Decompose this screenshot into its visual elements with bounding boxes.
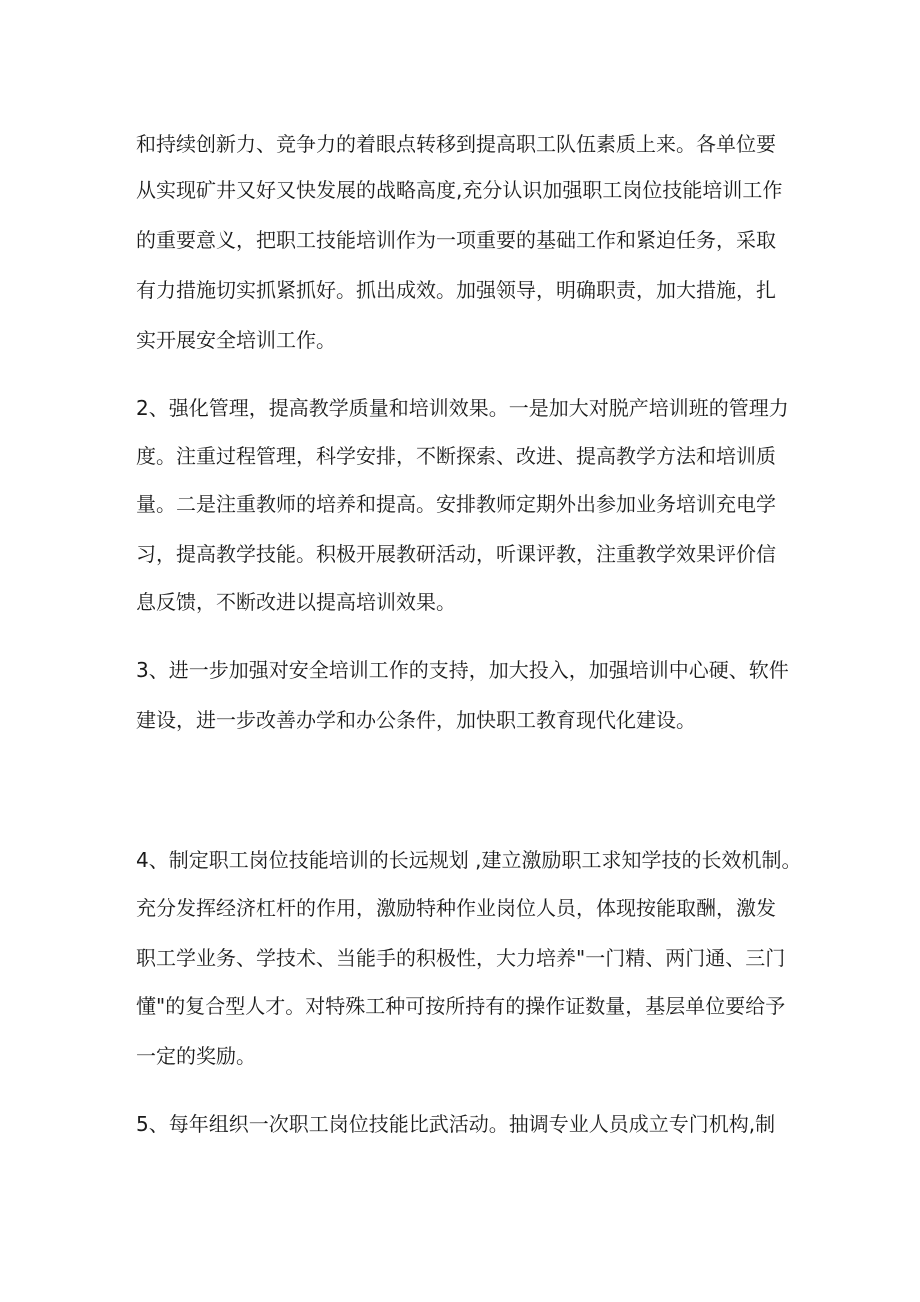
paragraph-2-line-1: 2、强化管理，提高教学质量和培训效果。一是加大对脱产培训班的管理力 [136,396,789,420]
paragraph-4-line-3: 职工学业务、学技术、当能手的积极性，大力培养"一门精、两门通、三门 [136,946,786,970]
paragraph-1-line-4: 有力措施切实抓紧抓好。抓出成效。加强领导，明确职责，加大措施，扎 [136,278,776,302]
paragraph-1-line-3: 的重要意义，把职工技能培训作为一项重要的基础工作和紧迫任务，采取 [136,228,776,252]
paragraph-1-line-1: 和持续创新力、竞争力的着眼点转移到提高职工队伍素质上来。各单位要 [136,132,776,156]
paragraph-3-line-2: 建设，进一步改善办学和办公条件，加快职工教育现代化建设。 [136,708,696,732]
paragraph-2-line-2: 度。注重过程管理，科学安排，不断探索、改进、提高教学方法和培训质 [136,444,776,468]
paragraph-5-line-1: 5、每年组织一次职工岗位技能比武活动。抽调专业人员成立专门机构,制 [136,1112,776,1136]
paragraph-4-line-4: 懂"的复合型人才。对特殊工种可按所持有的操作证数量，基层单位要给予 [136,994,786,1018]
paragraph-1-line-5: 实开展安全培训工作。 [136,328,336,352]
paragraph-2-line-5: 息反馈，不断改进以提高培训效果。 [136,590,456,614]
paragraph-2-line-3: 量。二是注重教师的培养和提高。安排教师定期外出参加业务培训充电学 [136,492,776,516]
paragraph-4-line-5: 一定的奖励。 [136,1044,256,1068]
paragraph-4-line-1: 4、制定职工岗位技能培训的长远规划 ,建立激励职工求知学技的长效机制。 [136,848,802,872]
paragraph-1-line-2: 从实现矿井又好又快发展的战略高度,充分认识加强职工岗位技能培训工作 [136,178,783,202]
paragraph-4-line-2: 充分发挥经济杠杆的作用，激励特种作业岗位人员，体现按能取酬，激发 [136,896,776,920]
paragraph-3-line-1: 3、进一步加强对安全培训工作的支持，加大投入，加强培训中心硬、软件 [136,658,789,682]
paragraph-2-line-4: 习，提高教学技能。积极开展教研活动，听课评教，注重教学效果评价信 [136,542,776,566]
